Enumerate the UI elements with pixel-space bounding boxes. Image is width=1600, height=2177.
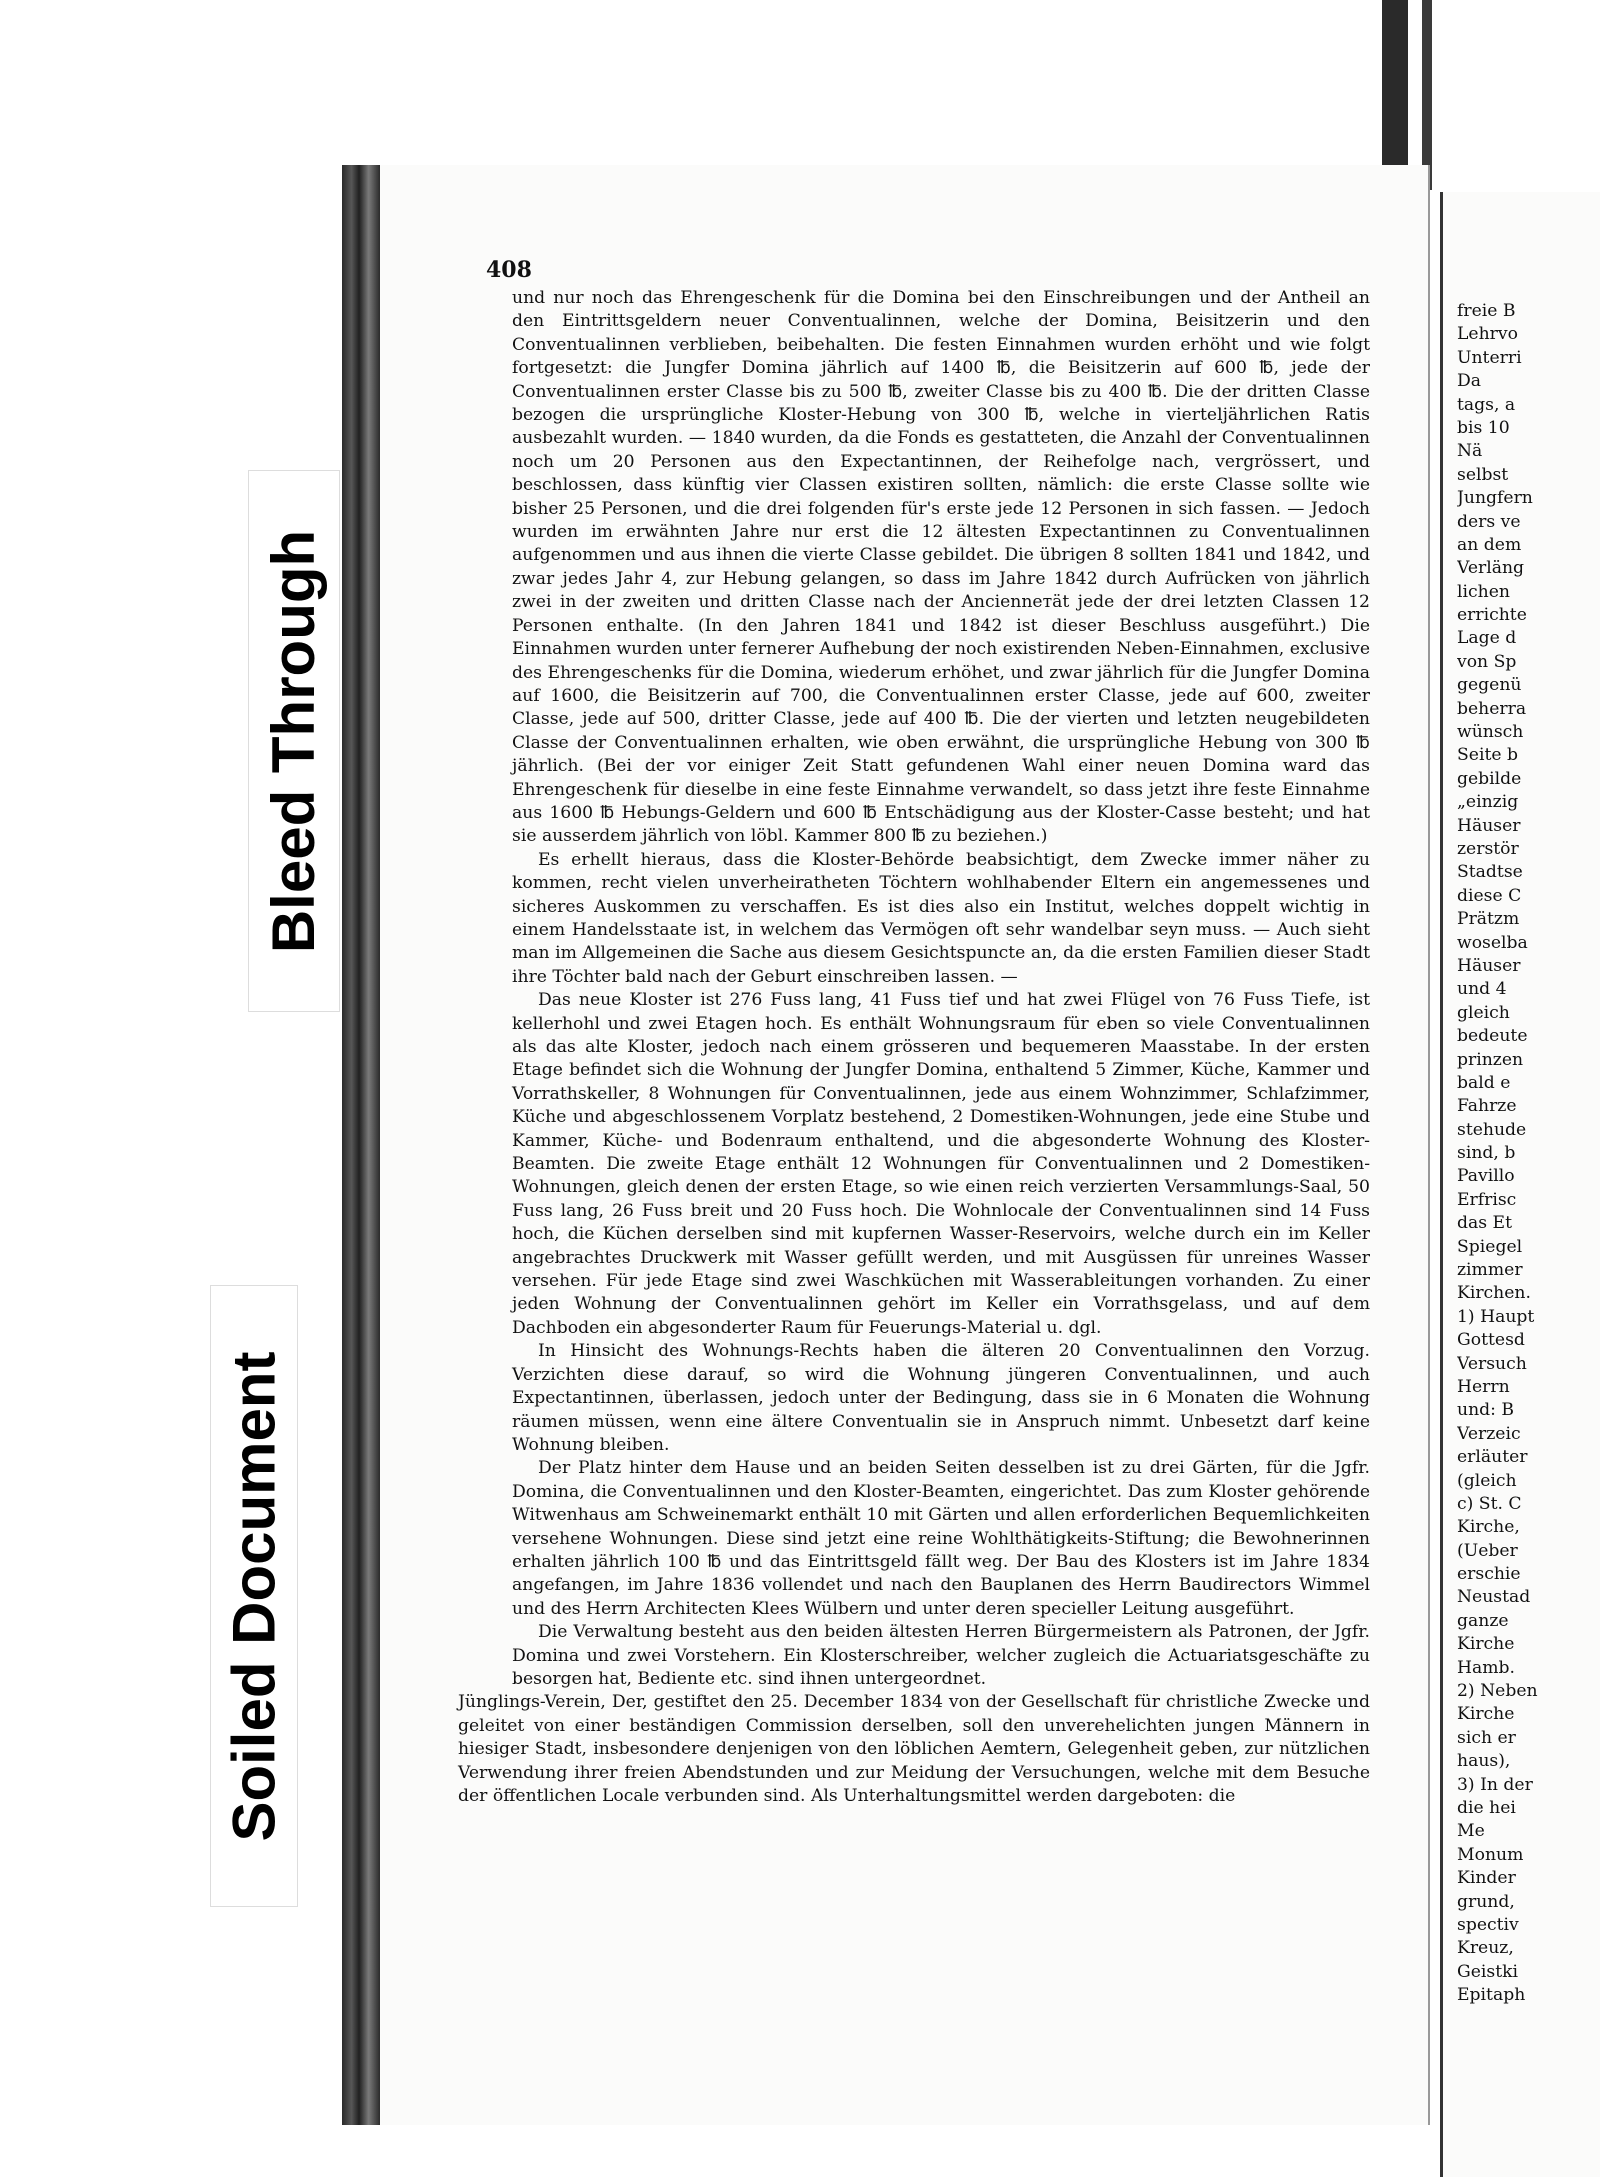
right-page-line: Lehrvo bbox=[1457, 324, 1518, 345]
right-page-line: Verzeic bbox=[1457, 1423, 1521, 1444]
right-page-line: beherra bbox=[1457, 698, 1527, 719]
paragraph-3: Das neue Kloster ist 276 Fuss lang, 41 Fuss tief und hat zwei Flügel von 76 Fuss Tiefe, ist kellerhohl und zwei Etagen hoch. Es enthält Wohnungsraum für eben so viele Conventualinnen als das alte Kloster, jedoch nach einem grösseren und bequemeren Maasstabe. In der ersten Etage befindet sich die Wohnung der Jungfer Domina, enthaltend 5 Zimmer, Küche, Kammer und Vorrathskeller, 8 Wohnungen für Conventualinnen, jede aus einem Wohnzimmer, Schlafzimmer, Küche und abgeschlossenem Vorplatz bestehend, 2 Domestiken-Wohnungen, jede eine Stube und Kammer, Küche- und Bodenraum enthaltend, und die abgesonderte Wohnung des Kloster-Beamten. Die zweite Etage enthält 12 Wohnungen für Conventualinnen und 2 Domestiken-Wohnungen, gleich denen der ersten Etage, so wie einen reich verzierten Versammlungs-Saal, 50 Fuss lang, 26 Fuss breit und 20 Fuss hoch. Die Wohnlocale der Conventualinnen sind 14 Fuss hoch, die Küchen derselben sind mit kupfernen Wasser-Reservoirs, welche durch ein im Keller angebrachtes Druckwerk mit Wasser gefüllt werden, und mit Ausgüssen für unreines Wasser versehen. Für jede Etage sind zwei Waschküchen mit Wasserableitungen vorhanden. Zu einer jeden Wohnung der Conventualinnen gehört im Keller ein Vorrathsgelass, und auf dem Dachboden ein abgesonderter Raum für Feuerungs-Material u. dgl. bbox=[512, 990, 1370, 1338]
right-page-line: stehude bbox=[1457, 1119, 1527, 1140]
right-page-line: grund, bbox=[1457, 1891, 1515, 1912]
right-page-line: Herrn bbox=[1457, 1376, 1510, 1397]
right-page-line: Spiegel bbox=[1457, 1236, 1523, 1257]
right-page-line: Kirche bbox=[1457, 1634, 1515, 1655]
right-page-line: und 4 bbox=[1457, 979, 1507, 1000]
right-page-line: Da bbox=[1457, 371, 1482, 392]
right-page-line: an dem bbox=[1457, 534, 1522, 555]
right-page-line: sich er bbox=[1457, 1727, 1516, 1748]
right-page-line: Stadtse bbox=[1457, 862, 1523, 883]
right-page-line: Hamb. bbox=[1457, 1657, 1515, 1678]
right-page-line: (gleich bbox=[1457, 1470, 1517, 1491]
right-page-line: Kinder bbox=[1457, 1868, 1516, 1889]
page-body bbox=[458, 287, 1370, 1808]
page-number: 408 bbox=[486, 257, 532, 283]
right-page-line: 3) In der bbox=[1457, 1774, 1533, 1795]
paragraph-6: Die Verwaltung besteht aus den beiden ältesten Herren Bürgermeistern als Patronen, der Jgfr. Domina und zwei Vorstehern. Ein Klosterschreiber, welcher zugleich die Actuariatsgeschäfte zu besorgen hat, Bediente etc. sind ihnen untergeordnet. bbox=[512, 1622, 1370, 1689]
right-page-line: und: B bbox=[1457, 1400, 1515, 1421]
right-page-line: „einzig bbox=[1457, 792, 1519, 813]
right-page-line: Fahrze bbox=[1457, 1096, 1517, 1117]
right-page-line: ders ve bbox=[1457, 511, 1521, 532]
right-page-line: erschie bbox=[1457, 1564, 1521, 1585]
right-page-line: 1) Haupt bbox=[1457, 1306, 1535, 1327]
right-page-line: die hei bbox=[1457, 1798, 1516, 1818]
right-page-line: Kirche, bbox=[1457, 1517, 1520, 1538]
right-page-line: Jungfern bbox=[1457, 488, 1533, 509]
right-page-line: Nä bbox=[1457, 441, 1483, 462]
right-page-line: Gottesd bbox=[1457, 1330, 1525, 1351]
right-page-line: zerstör bbox=[1457, 838, 1519, 859]
right-page-line: haus), bbox=[1457, 1751, 1511, 1772]
soiled-document-text: Soiled Document bbox=[220, 1350, 288, 1842]
right-page-line: ganze bbox=[1457, 1610, 1509, 1631]
right-page-line: errichte bbox=[1457, 605, 1527, 626]
book-spine-shadow bbox=[342, 165, 380, 2125]
right-page-line: Seite b bbox=[1457, 745, 1518, 766]
soiled-document-label bbox=[210, 1285, 298, 1907]
right-page-line: (Ueber bbox=[1457, 1540, 1518, 1561]
right-page-line: das Et bbox=[1457, 1213, 1512, 1234]
right-page-line: Neustad bbox=[1457, 1587, 1531, 1608]
paragraph-4: In Hinsicht des Wohnungs-Rechts haben die älteren 20 Conventualinnen den Vorzug. Verzichten diese darauf, so wird die Wohnung jüngeren Conventualinnen, und auch Expectantinnen, überlassen, jedoch unter der Bedingung, dass sie in 6 Monaten die Wohnung räumen müssen, wenn eine ältere Conventualin sie in Anspruch nimmt. Unbesetzt darf keine Wohnung bleiben. bbox=[512, 1341, 1370, 1455]
right-page-line: prinzen bbox=[1457, 1049, 1524, 1070]
right-page-line: Epitaph bbox=[1457, 1985, 1526, 2006]
right-page-line: Monum bbox=[1457, 1844, 1524, 1865]
right-page-line: Häuser bbox=[1457, 955, 1521, 976]
paragraph-2: Es erhellt hieraus, dass die Kloster-Behörde beabsichtigt, dem Zwecke immer näher zu kommen, recht vielen unverheiratheten Töchtern wohlhabender Eltern ein angemessenes und sicheres Auskommen zu verschaffen. Es ist dies also ein Institut, welches doppelt wichtig in einem Handelsstaate ist, in welchem das Vermögen oft sehr wandelbar seyn muss. — Auch sieht man im Allgemeinen die Sache aus diesem Gesichtspuncte an, da die ersten Familien dieser Stadt ihre Töchter bald nach der Geburt einschreiben lassen. — bbox=[512, 849, 1370, 987]
right-page-line: diese C bbox=[1457, 885, 1522, 906]
right-page-line: Lage d bbox=[1457, 628, 1517, 649]
right-page-line: Unterri bbox=[1457, 347, 1522, 368]
right-page-line: Versuch bbox=[1457, 1353, 1527, 1374]
right-page-line: Kirche bbox=[1457, 1704, 1515, 1725]
right-page-line: erläuter bbox=[1457, 1447, 1528, 1468]
right-page-line: gleich bbox=[1457, 1002, 1510, 1023]
right-page-line: Me bbox=[1457, 1821, 1485, 1842]
right-page-line: bald e bbox=[1457, 1072, 1511, 1093]
right-page-line: Kreuz, bbox=[1457, 1938, 1514, 1959]
right-page-line: Kirchen. bbox=[1457, 1283, 1531, 1304]
right-page-line: sind, b bbox=[1457, 1143, 1516, 1164]
right-page-line: zimmer bbox=[1457, 1260, 1523, 1281]
bleed-through-label bbox=[248, 470, 340, 1012]
right-page-line: Häuser bbox=[1457, 815, 1521, 836]
right-page-line: c) St. C bbox=[1457, 1493, 1522, 1514]
right-page-line: Verläng bbox=[1457, 558, 1525, 579]
right-page-line: Pavillo bbox=[1457, 1166, 1515, 1187]
scan-edge-bar-2 bbox=[1422, 0, 1432, 190]
paragraph-juenglings-verein: Jünglings-Verein, Der, gestiftet den 25. December 1834 von der Gesellschaft für christliche Zwecke und geleitet von einer beständigen Commission derselben, soll den unverehelichten jungen Männern in hiesiger Stadt, insbesondere denjenigen von den löblichen Aemtern, Gelegenheit geben, zur nützlichen Verwendung ihrer freien Abendstunden und zur Meidung der Versuchungen, welche mit dem Besuche der öffentlichen Locale verbunden sind. Als Unterhaltungsmittel werden dargeboten: die bbox=[458, 1692, 1370, 1806]
right-page-line: spectiv bbox=[1457, 1914, 1519, 1935]
right-page-line: Geistki bbox=[1457, 1961, 1519, 1982]
right-page-line: Prätzm bbox=[1457, 909, 1520, 930]
right-page-line: von Sp bbox=[1457, 651, 1517, 672]
right-page-line: Erfrisc bbox=[1457, 1189, 1517, 1210]
scan-edge-bar bbox=[1382, 0, 1408, 170]
right-page-line: gebilde bbox=[1457, 768, 1522, 789]
right-page-line: freie B bbox=[1457, 301, 1516, 321]
right-page-column bbox=[1457, 300, 1600, 2008]
right-page-line: wünsch bbox=[1457, 722, 1524, 743]
right-page-fragment bbox=[1440, 192, 1600, 2177]
bleed-through-text: Bleed Through bbox=[260, 529, 328, 953]
right-page-line: gegenü bbox=[1457, 675, 1522, 696]
right-page-line: 2) Neben bbox=[1457, 1681, 1538, 1702]
paragraph-5: Der Platz hinter dem Hause und an beiden Seiten desselben ist zu drei Gärten, für die Jgfr. Domina, die Conventualinnen und den Kloster-Beamten, eingerichtet. Das zum Kloster gehörende Witwenhaus am Schweinemarkt enthält 10 mit Gärten und allen erforderlichen Bequemlichkeiten versehene Wohnungen. Diese sind jetzt eine reine Wohlthätigkeits-Stiftung; die Bewohnerinnen erhalten jährlich 100 ℔ und das Eintrittsgeld fällt weg. Der Bau des Klosters ist im Jahre 1834 angefangen, im Jahre 1836 vollendet und nach den Bauplanen des Herrn Baudirectors Wimmel und des Herrn Architecten Klees Wülbern und unter deren specieller Leitung ausgeführt. bbox=[512, 1458, 1370, 1619]
right-page-line: woselba bbox=[1457, 932, 1528, 953]
paragraph-1: und nur noch das Ehrengeschenk für die Domina bei den Einschreibungen und der Antheil an den Eintrittsgeldern neuer Conventualinnen, welche der Domina, Beisitzerin und den Conventualinnen verblieben, beibehalten. Die festen Einnahmen wurden erhöht und wie folgt fortgesetzt: die Jungfer Domina jährlich auf 1400 ℔, die Beisitzerin auf 600 ℔, jede der Conventualinnen erster Classe bis zu 500 ℔, zweiter Classe bis zu 400 ℔. Die der dritten Classe bezogen die ursprüngliche Kloster-Hebung von 300 ℔, welche in vierteljährlichen Ratis ausbezahlt wurden. — 1840 wurden, da die Fonds es gestatteten, die Anzahl der Conventualinnen noch um 20 Personen aus den Expectantinnen, der Reihefolge nach, vergrössert, und beschlossen, dass künftig vier Classen existiren sollten, nämlich: die erste Classe sollte wie bisher 25 Personen, und die drei folgenden für's erste jede 12 Personen in sich fassen. — Jedoch wurden im erwähnten Jahre nur erst die 12 ältesten Expectantinnen zu Conventualinnen aufgenommen und aus ihnen die vierte Classe gebildet. Die übrigen 8 sollten 1841 und 1842, und zwar jedes Jahr 4, zur Hebung gelangen, so dass im Jahre 1842 durch Aufrücken von jährlich zwei in der zweiten und dritten Classe nach der Ancienneтät jede der drei letzten Classen 12 Personen enthalte. (In den Jahren 1841 und 1842 ist dieser Beschluss ausgeführt.) Die Einnahmen wurden unter fernerer Aufhebung der noch existirenden Neben-Einnahmen, exclusive des Ehrengeschenks für die Domina, wiederum erhöhet, und zwar jährlich für die Jungfer Domina auf 1600, die Beisitzerin auf 700, die Conventualinnen erster Classe, jede auf 600, zweiter Classe, jede auf 500, dritter Classe, jede auf 400 ℔. Die der vierten und letzten neugebildeten Classe der Conventualinnen erhalten, wie oben erwähnt, die ursprüngliche Hebung von 300 ℔ jährlich. (Bei der vor einiger Zeit Statt gefundenen Wahl einer neuen Domina ward das Ehrengeschenk für dieselbe in eine feste Einnahme verwandelt, so dass jetzt ihre feste Einnahme aus 1600 ℔ Hebungs-Geldern und 600 ℔ Entschädigung aus der Kloster-Casse besteht; und hat sie ausserdem jährlich von löbl. Kammer 800 ℔ zu beziehen.) bbox=[512, 288, 1370, 847]
left-page bbox=[380, 165, 1430, 2125]
right-page-line: selbst bbox=[1457, 464, 1509, 485]
right-page-line: lichen bbox=[1457, 581, 1510, 602]
right-page-line: bis 10 bbox=[1457, 417, 1510, 438]
right-page-line: bedeute bbox=[1457, 1026, 1528, 1047]
right-page-line: tags, a bbox=[1457, 394, 1516, 415]
